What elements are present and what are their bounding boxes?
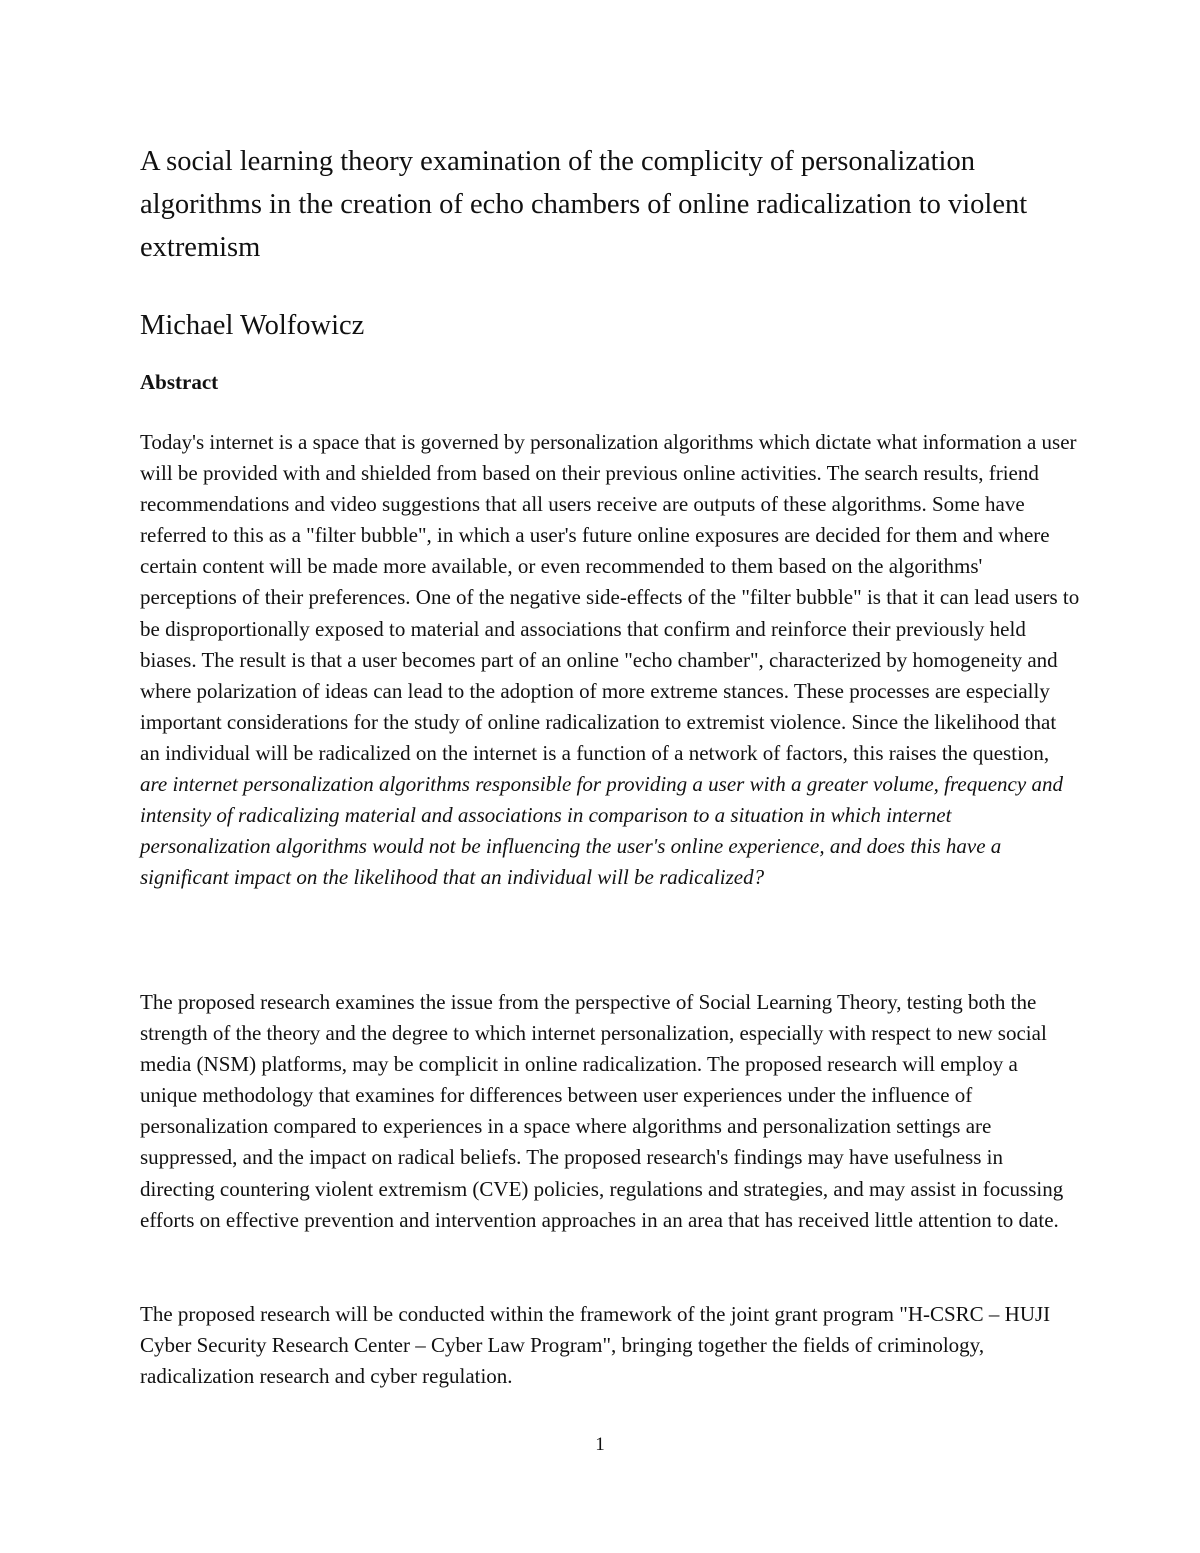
abstract-heading: Abstract [140, 370, 219, 394]
author-name: Michael Wolfowicz [140, 310, 365, 341]
abstract-paragraph-2: The proposed research examines the issue from the perspective of Social Learning Theory, testing both the strength of the theory and the degree to which internet personalization, especially with respect to new social media (NSM) platforms, may be complicit in online radicalization. The proposed research will employ a unique methodology that examines for differences between user experiences under the influence of personalization compared to experiences in a space where algorithms and personalization settings are suppressed, and the impact on radical beliefs. The proposed research's findings may have usefulness in directing countering violent extremism (CVE) policies, regulations and strategies, and may assist in focussing efforts on effective prevention and intervention approaches in an area that has received little attention to date. [140, 990, 1064, 1232]
research-question: are internet personalization algorithms responsible for providing a user with a greater volume, frequency and intensity of radicalizing material and associations in comparison to a situation in which internet personalization algorithms would not be influencing the user's online experience, and does this have a significant impact on the likelihood that an individual will be radicalized? [140, 772, 1063, 890]
abstract-paragraph-1 [140, 427, 1080, 893]
abstract-paragraph-1-text: Today's internet is a space that is governed by personalization algorithms which dictate what information a user will be provided with and shielded from based on their previous online activities. The search results, friend recommendations and video suggestions that all users receive are outputs of these algorithms. Some have referred to this as a "filter bubble", in which a user's future online exposures are decided for them and where certain content will be made more available, or even recommended to them based on the algorithms' perceptions of their preferences. One of the negative side-effects of the "filter bubble" is that it can lead users to be disproportionally exposed to material and associations that confirm and reinforce their previously held biases. The result is that a user becomes part of an online "echo chamber", characterized by homogeneity and where polarization of ideas can lead to the adoption of more extreme stances. These processes are especially important considerations for the study of online radicalization to extremist violence. Since the likelihood that an individual will be radicalized on the internet is a function of a network of factors, this raises the question, [140, 430, 1080, 765]
paper-title: A social learning theory examination of the complicity of personalization algorithms in the creation of echo chambers of online radicalization to violent extremism [140, 146, 1028, 263]
abstract-paragraph-3: The proposed research will be conducted within the framework of the joint grant program "H-CSRC – HUJI Cyber Security Research Center – Cyber Law Program", bringing together the fields of criminology, radicalization research and cyber regulation. [140, 1302, 1051, 1389]
page-number: 1 [595, 1434, 605, 1455]
